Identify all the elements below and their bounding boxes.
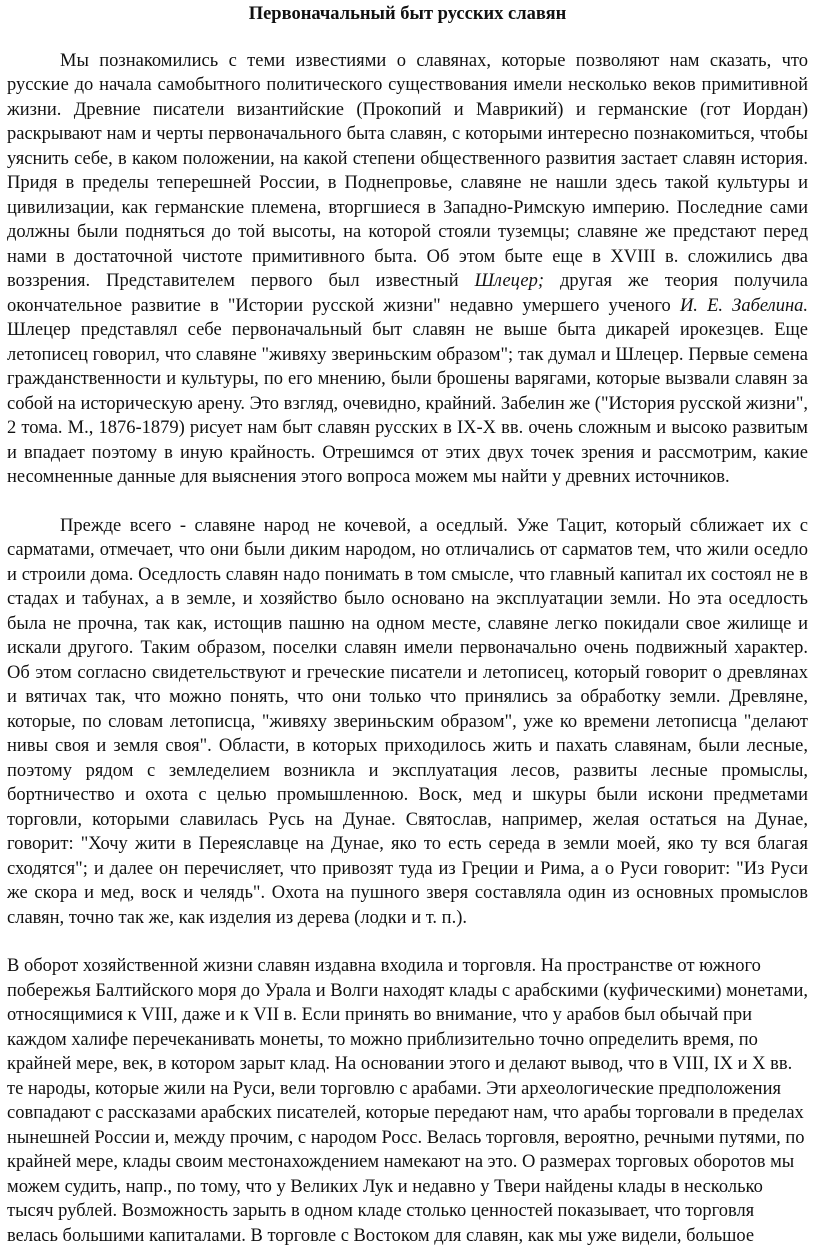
author-name-schlozer: Шлецер; (474, 271, 545, 291)
paragraph-1 (7, 49, 808, 490)
paragraph-1-text-b: другая же теория получила окончательное развитие в "Истории русской жизни" недавно умершего ученого (7, 271, 809, 316)
paragraph-1-text-c: Шлецер представлял себе первоначальный быт славян не выше быта дикарей ирокезцев. Еще летописец говорил, что славяне "живяху звериньским образом"; так думал и Шлецер. Первые семена гражданственности и культуры, по его мнению, были брошены варягами, которые вызвали славян за собой на историческую арену. Это взгляд, очевидно, крайний. Забелин же ("История русской жизни", 2 тома. М., 1876-1879) рисует нам быт славян русских в IX-X вв. очень сложным и высоко развитым и впадает поэтому в иную крайность. Отрешимся от этих двух точек зрения и рассмотрим, какие несомненные данные для выяснения этого вопроса можем мы найти у древних источников. (7, 320, 808, 487)
paragraph-1-text-a: Мы познакомились с теми известиями о славянах, которые позволяют нам сказать, что русские до начала самобытного политического существования имели несколько веков примитивной жизни. Древние писатели византийские (Прокопий и Маврикий) и германские (гот Иордан) раскрывают нам и черты первоначального быта славян, с которыми интересно познакомиться, чтобы уяснить себе, в каком положении, на какой степени общественного развития застает славян история. Придя в пределы теперешней России, в Поднепровье, славяне не нашли здесь такой культуры и цивилизации, как германские племена, вторгшиеся в Западно-Римскую империю. Последние сами должны были подняться до той высоты, на которой стояли туземцы; славяне же предстают перед нами в достаточной чистоте примитивного быта. Об этом быте еще в XVIII в. сложились два воззрения. Представителем первого был известный (7, 50, 808, 291)
document-title: Первоначальный быт русских славян (248, 4, 567, 24)
paragraph-3: В оборот хозяйственной жизни славян издавна входила и торговля. На пространстве от южного побережья Балтийского моря до Урала и Волги находят клады с арабскими (куфическими) монетами, относящимися к VIII, даже и к VII в. Если принять во внимание, что у арабов был обычай при каждом халифе перечеканивать монеты, то можно приблизительно точно определить время, по крайней мере, век, в котором зарыт клад. На основании этого и делают вывод, что в VIII, IX и X вв. те народы, которые жили на Руси, вели торговлю с арабами. Эти археологические предположения совпадают с рассказами арабских писателей, которые передают нам, что арабы торговали в пределах нынешней России и, между прочим, с народом Росс. Велась торговля, вероятно, речными путями, по крайней мере, клады своим местонахождением намекают на это. О размерах торговых оборотов мы можем судить, напр., по тому, что у Великих Лук и недавно у Твери найдены клады в несколько тысяч рублей. Возможность зарыть в одном кладе столько ценностей показывает, что торговля велась большими капиталами. В торговле с Востоком для славян, как мы уже видели, большое (7, 956, 808, 1246)
paragraph-2: Прежде всего - славяне народ не кочевой, а оседлый. Уже Тацит, который сближает их с сарматами, отмечает, что они были диким народом, но отличались от сарматов тем, что жили оседло и строили дома. Оседлость славян надо понимать в том смысле, что главный капитал их состоял не в стадах и табунах, а в земле, и хозяйство было основано на эксплуатации земли. Но эта оседлость была не прочна, так как, истощив пашню на одном месте, славяне легко покидали свое жилище и искали другого. Таким образом, поселки славян имели первоначально очень подвижный характер. Об этом согласно свидетельствуют и греческие писатели и летописец, который говорит о древлянах и вятичах так, что можно понять, что они только что принялись за обработку земли. Древляне, которые, по словам летописца, "живяху звериньским образом", уже ко времени летописца "делают нивы своя и земля своя". Области, в которых приходилось жить и пахать славянам, были лесные, поэтому рядом с земледелием возникла и эксплуатация лесов, развиты лесные промыслы, бортничество и охота с целью промышленною. Воск, мед и шкуры были искони предметами торговли, которыми славилась Русь на Дунае. Святослав, например, желая остаться на Дунае, говорит: "Хочу жити в Переяславце на Дунае, яко то есть середа в земли моей, яко ту вся благая сходятся"; и далее он перечисляет, что привозят туда из Греции и Рима, а о Руси говорит: "Из Руси же скора и мед, воск и челядь". Охота на пушного зверя составляла один из основных промыслов славян, точно так же, как изделия из дерева (лодки и т. п.). (7, 515, 808, 928)
author-name-zabelin: И. Е. Забелина. (679, 295, 808, 316)
